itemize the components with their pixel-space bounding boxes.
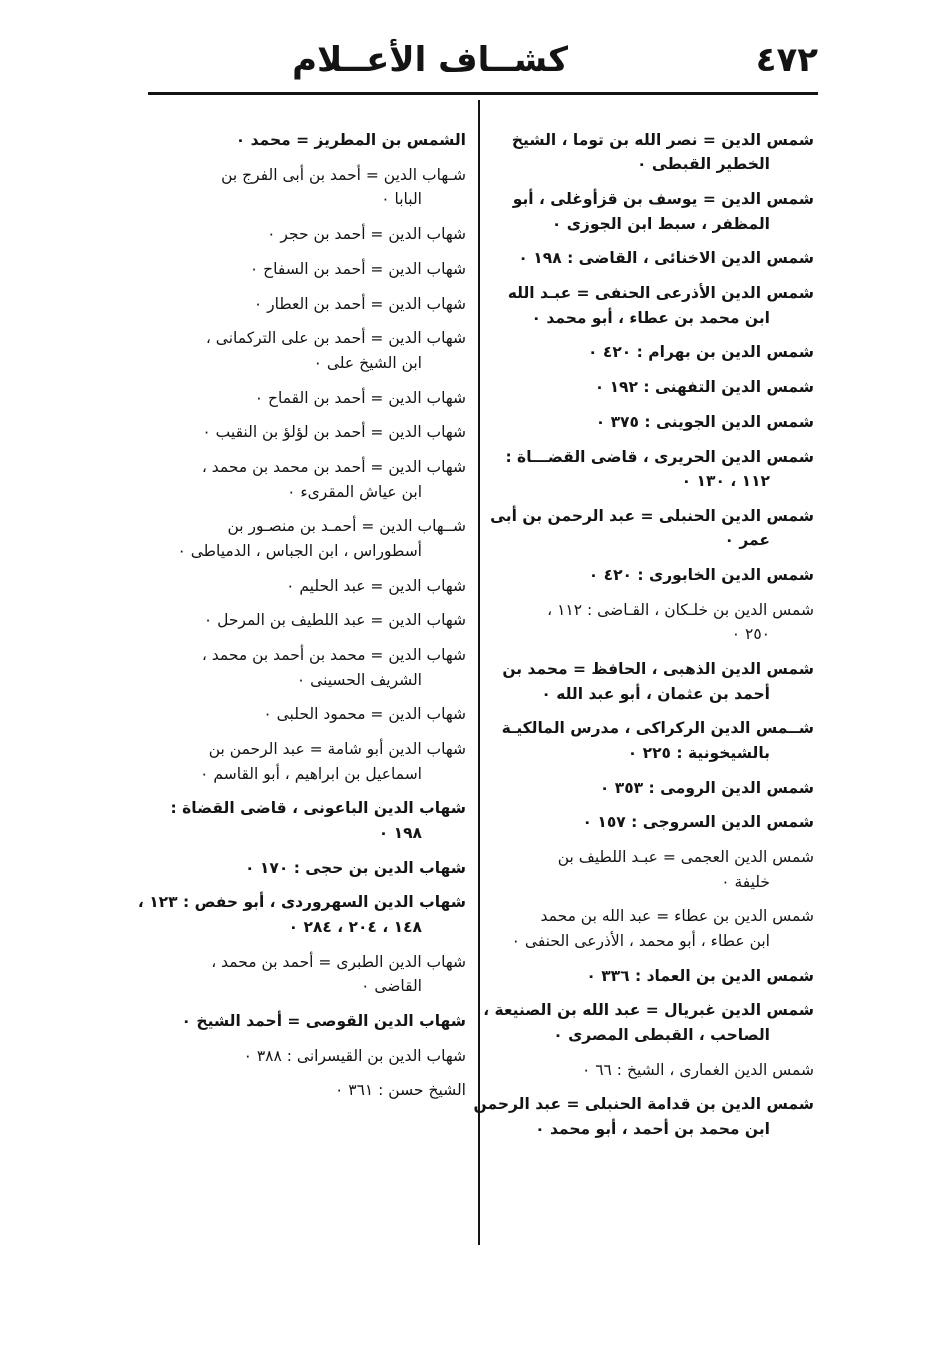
entry-continuation-line: أحمد بن عثمان ، أبو عبد الله ٠: [541, 684, 770, 703]
entry-heading-line: شهاب الدين = أحمد بن العطار ٠: [253, 294, 466, 313]
index-column-left: [137, 128, 466, 1113]
index-entry: [488, 657, 814, 706]
index-entry: [148, 386, 466, 410]
index-entry: [488, 904, 814, 953]
index-entry: [473, 1092, 814, 1141]
index-entry: [137, 890, 466, 939]
index-entry: [488, 504, 814, 553]
entry-heading-line: شهاب الدين السهروردى ، أبو حفص : ١٢٣ ،: [137, 893, 466, 912]
entry-heading-line: شمس الدين الرومى : ٣٥٣ ٠: [599, 778, 814, 797]
entry-heading-line: الشمس بن المطريز = محمد ٠: [235, 131, 466, 149]
index-entry: [483, 998, 814, 1047]
page-header: [148, 36, 818, 92]
entry-heading-line: شهاب الدين أبو شامة = عبد الرحمن بن: [208, 740, 466, 759]
entry-continuation-line: ابن محمد بن أحمد ، أبو محمد ٠: [535, 1119, 770, 1138]
index-entry: [488, 1058, 814, 1082]
entry-heading-line: شمس الدين الغمارى ، الشيخ : ٦٦ ٠: [581, 1060, 814, 1079]
index-entry: [488, 375, 814, 399]
index-entry: [148, 455, 466, 504]
entry-heading-line: شهاب الدين = محمد بن أحمد بن محمد ،: [201, 646, 466, 665]
entry-heading-line: شمس الدين بن قدامة الحنبلى = عبد الرحمن: [473, 1095, 814, 1114]
entry-continuation-line: المظفر ، سبط ابن الجوزى ٠: [551, 214, 770, 233]
entry-continuation-line: الصاحب ، القبطى المصرى ٠: [553, 1025, 770, 1044]
entry-heading-line: شهاب الدين = أحمد بن لؤلؤ بن النقيب ٠: [202, 423, 466, 442]
index-entry: [488, 810, 814, 834]
entry-heading-line: شمس الدين الاخنائى ، القاضى : ١٩٨ ٠: [518, 249, 814, 268]
entry-continuation-line: ابن عياش المقرىء ٠: [287, 482, 422, 501]
entry-continuation-line: خليفة ٠: [721, 872, 770, 891]
entry-heading-line: شمس الدين بن عطاء = عبد الله بن محمد: [540, 907, 814, 926]
index-entry: [148, 514, 466, 563]
index-entry: [488, 716, 814, 765]
entry-heading-line: شمس الدين الحريرى ، قاضى القضـــاة :: [505, 447, 814, 466]
entry-heading-line: شمس الدين العجمى = عبـد اللطيف بن: [557, 848, 814, 867]
index-entry: [148, 326, 466, 375]
index-entry: [148, 163, 466, 212]
entry-heading-line: شهاب الدين = أحمد بن على التركمانى ،: [205, 329, 466, 348]
entry-heading-line: شمس الدين بن بهرام : ٤٢٠ ٠: [588, 343, 814, 362]
entry-heading-line: شهاب الدين = أحمد بن حجر ٠: [267, 225, 466, 243]
index-entry: [488, 281, 814, 330]
entry-heading-line: شمس الدين = يوسف بن قزأوغلى ، أبو: [512, 190, 814, 209]
entry-continuation-line: ١١٢ ، ١٣٠ ٠: [681, 472, 770, 491]
index-entry: [148, 737, 466, 786]
entry-heading-line: شمس الدين الجوينى : ٣٧٥ ٠: [595, 413, 814, 431]
index-entry: [488, 445, 814, 494]
index-entry: [488, 563, 814, 587]
entry-heading-line: شــمس الدين الركراكى ، مدرس المالكيـة: [501, 719, 814, 738]
index-entry: [148, 292, 466, 316]
index-entry: [148, 222, 466, 246]
entry-heading-line: شهاب الدين القوصى = أحمد الشيخ ٠: [181, 1011, 466, 1030]
index-entry: [148, 950, 466, 999]
index-entry: [148, 257, 466, 281]
entry-heading-line: شمس الدين بن العماد : ٣٣٦ ٠: [586, 966, 814, 985]
index-entry: [148, 128, 466, 152]
index-entry: [148, 574, 466, 598]
entry-continuation-line: عمر ٠: [724, 531, 770, 550]
column-divider: [478, 100, 480, 1245]
entry-heading-line: شهاب الدين الباعونى ، قاضى القضاة :: [170, 799, 466, 818]
entry-heading-line: شهاب الدين = عبد اللطيف بن المرحل ٠: [203, 611, 466, 630]
index-entry: [488, 598, 814, 647]
index-entry: [488, 410, 814, 434]
entry-heading-line: شهاب الدين = عبد الحليم ٠: [286, 576, 466, 595]
entry-continuation-line: بالشيخونية : ٢٢٥ ٠: [627, 743, 770, 762]
entry-continuation-line: ١٩٨ ٠: [378, 823, 422, 842]
index-entry: [148, 420, 466, 444]
entry-heading-line: شهاب الدين بن القيسرانى : ٣٨٨ ٠: [243, 1046, 466, 1065]
index-entry: [148, 1078, 466, 1102]
entry-continuation-line: أسطوراس ، ابن الجباس ، الدمياطى ٠: [177, 541, 422, 560]
index-entry: [488, 964, 814, 988]
entry-heading-line: شمس الدين = نصر الله بن توما ، الشيخ: [511, 131, 814, 149]
index-entry: [148, 1009, 466, 1033]
index-entry: [488, 776, 814, 800]
entry-heading-line: الشيخ حسن : ٣٦١ ٠: [334, 1081, 466, 1100]
index-entry: [148, 643, 466, 692]
index-entry: [148, 856, 466, 880]
entry-continuation-line: القاضى ٠: [361, 977, 422, 995]
entry-heading-line: شمس الدين الذهبى ، الحافظ = محمد بن: [502, 660, 814, 679]
index-entry: [148, 1044, 466, 1068]
entry-heading-line: شهاب الدين الطبرى = أحمد بن محمد ،: [211, 952, 466, 971]
index-entry: [488, 340, 814, 364]
entry-continuation-line: ١٤٨ ، ٢٠٤ ، ٢٨٤ ٠: [288, 917, 422, 936]
index-column-right: [473, 128, 814, 1152]
entry-continuation-line: ابن الشيخ على ٠: [313, 353, 422, 372]
entry-heading-line: شمس الدين الأذرعى الحنفى = عبـد الله: [507, 284, 814, 303]
entry-heading-line: شمس الدين بن خلـكان ، القـاضى : ١١٢ ،: [547, 601, 814, 619]
entry-heading-line: شـهاب الدين = أحمد بن أبى الفرج بن: [221, 165, 466, 184]
index-entry: [148, 702, 466, 726]
entry-heading-line: شهاب الدين = محمود الحلبى ٠: [263, 705, 466, 724]
entry-heading-line: شمس الدين غبريال = عبد الله بن الصنيعة ،: [483, 1001, 814, 1020]
entry-heading-line: شهاب الدين = أحمد بن محمد بن محمد ،: [201, 458, 466, 477]
entry-continuation-line: البابا ٠: [381, 190, 422, 209]
index-entry: [488, 246, 814, 270]
index-entry: [488, 128, 814, 177]
entry-continuation-line: ابن محمد بن عطاء ، أبو محمد ٠: [531, 308, 770, 327]
entry-heading-line: شهاب الدين بن حجى : ١٧٠ ٠: [245, 858, 466, 877]
entry-heading-line: شــهاب الدين = أحمـد بن منصـور بن: [227, 517, 466, 536]
entry-continuation-line: اسماعيل بن ابراهيم ، أبو القاسم ٠: [200, 764, 422, 783]
entry-heading-line: شهاب الدين = أحمد بن القماح ٠: [254, 388, 466, 407]
entry-continuation-line: الشريف الحسينى ٠: [296, 670, 422, 689]
entry-continuation-line: الخطير القبطى ٠: [636, 155, 770, 174]
entry-continuation-line: ٢٥٠ ٠: [731, 625, 770, 644]
index-entry: [148, 796, 466, 845]
entry-heading-line: شهاب الدين = أحمد بن السفاح ٠: [249, 259, 466, 278]
index-entry: [148, 608, 466, 632]
index-entry: [488, 845, 814, 894]
entry-heading-line: شمس الدين الخابورى : ٤٢٠ ٠: [588, 566, 814, 585]
entry-heading-line: شمس الدين الحنبلى = عبد الرحمن بن أبى: [490, 507, 814, 525]
entry-heading-line: شمس الدين التفهنى : ١٩٢ ٠: [594, 378, 814, 397]
page-number: ٤٧٢: [755, 40, 818, 80]
page-title: كشــاف الأعــلام: [292, 40, 568, 80]
header-rule: [148, 92, 818, 95]
entry-heading-line: شمس الدين السروجى : ١٥٧ ٠: [582, 813, 814, 832]
entry-continuation-line: ابن عطاء ، أبو محمد ، الأذرعى الحنفى ٠: [511, 931, 770, 950]
index-entry: [488, 187, 814, 236]
